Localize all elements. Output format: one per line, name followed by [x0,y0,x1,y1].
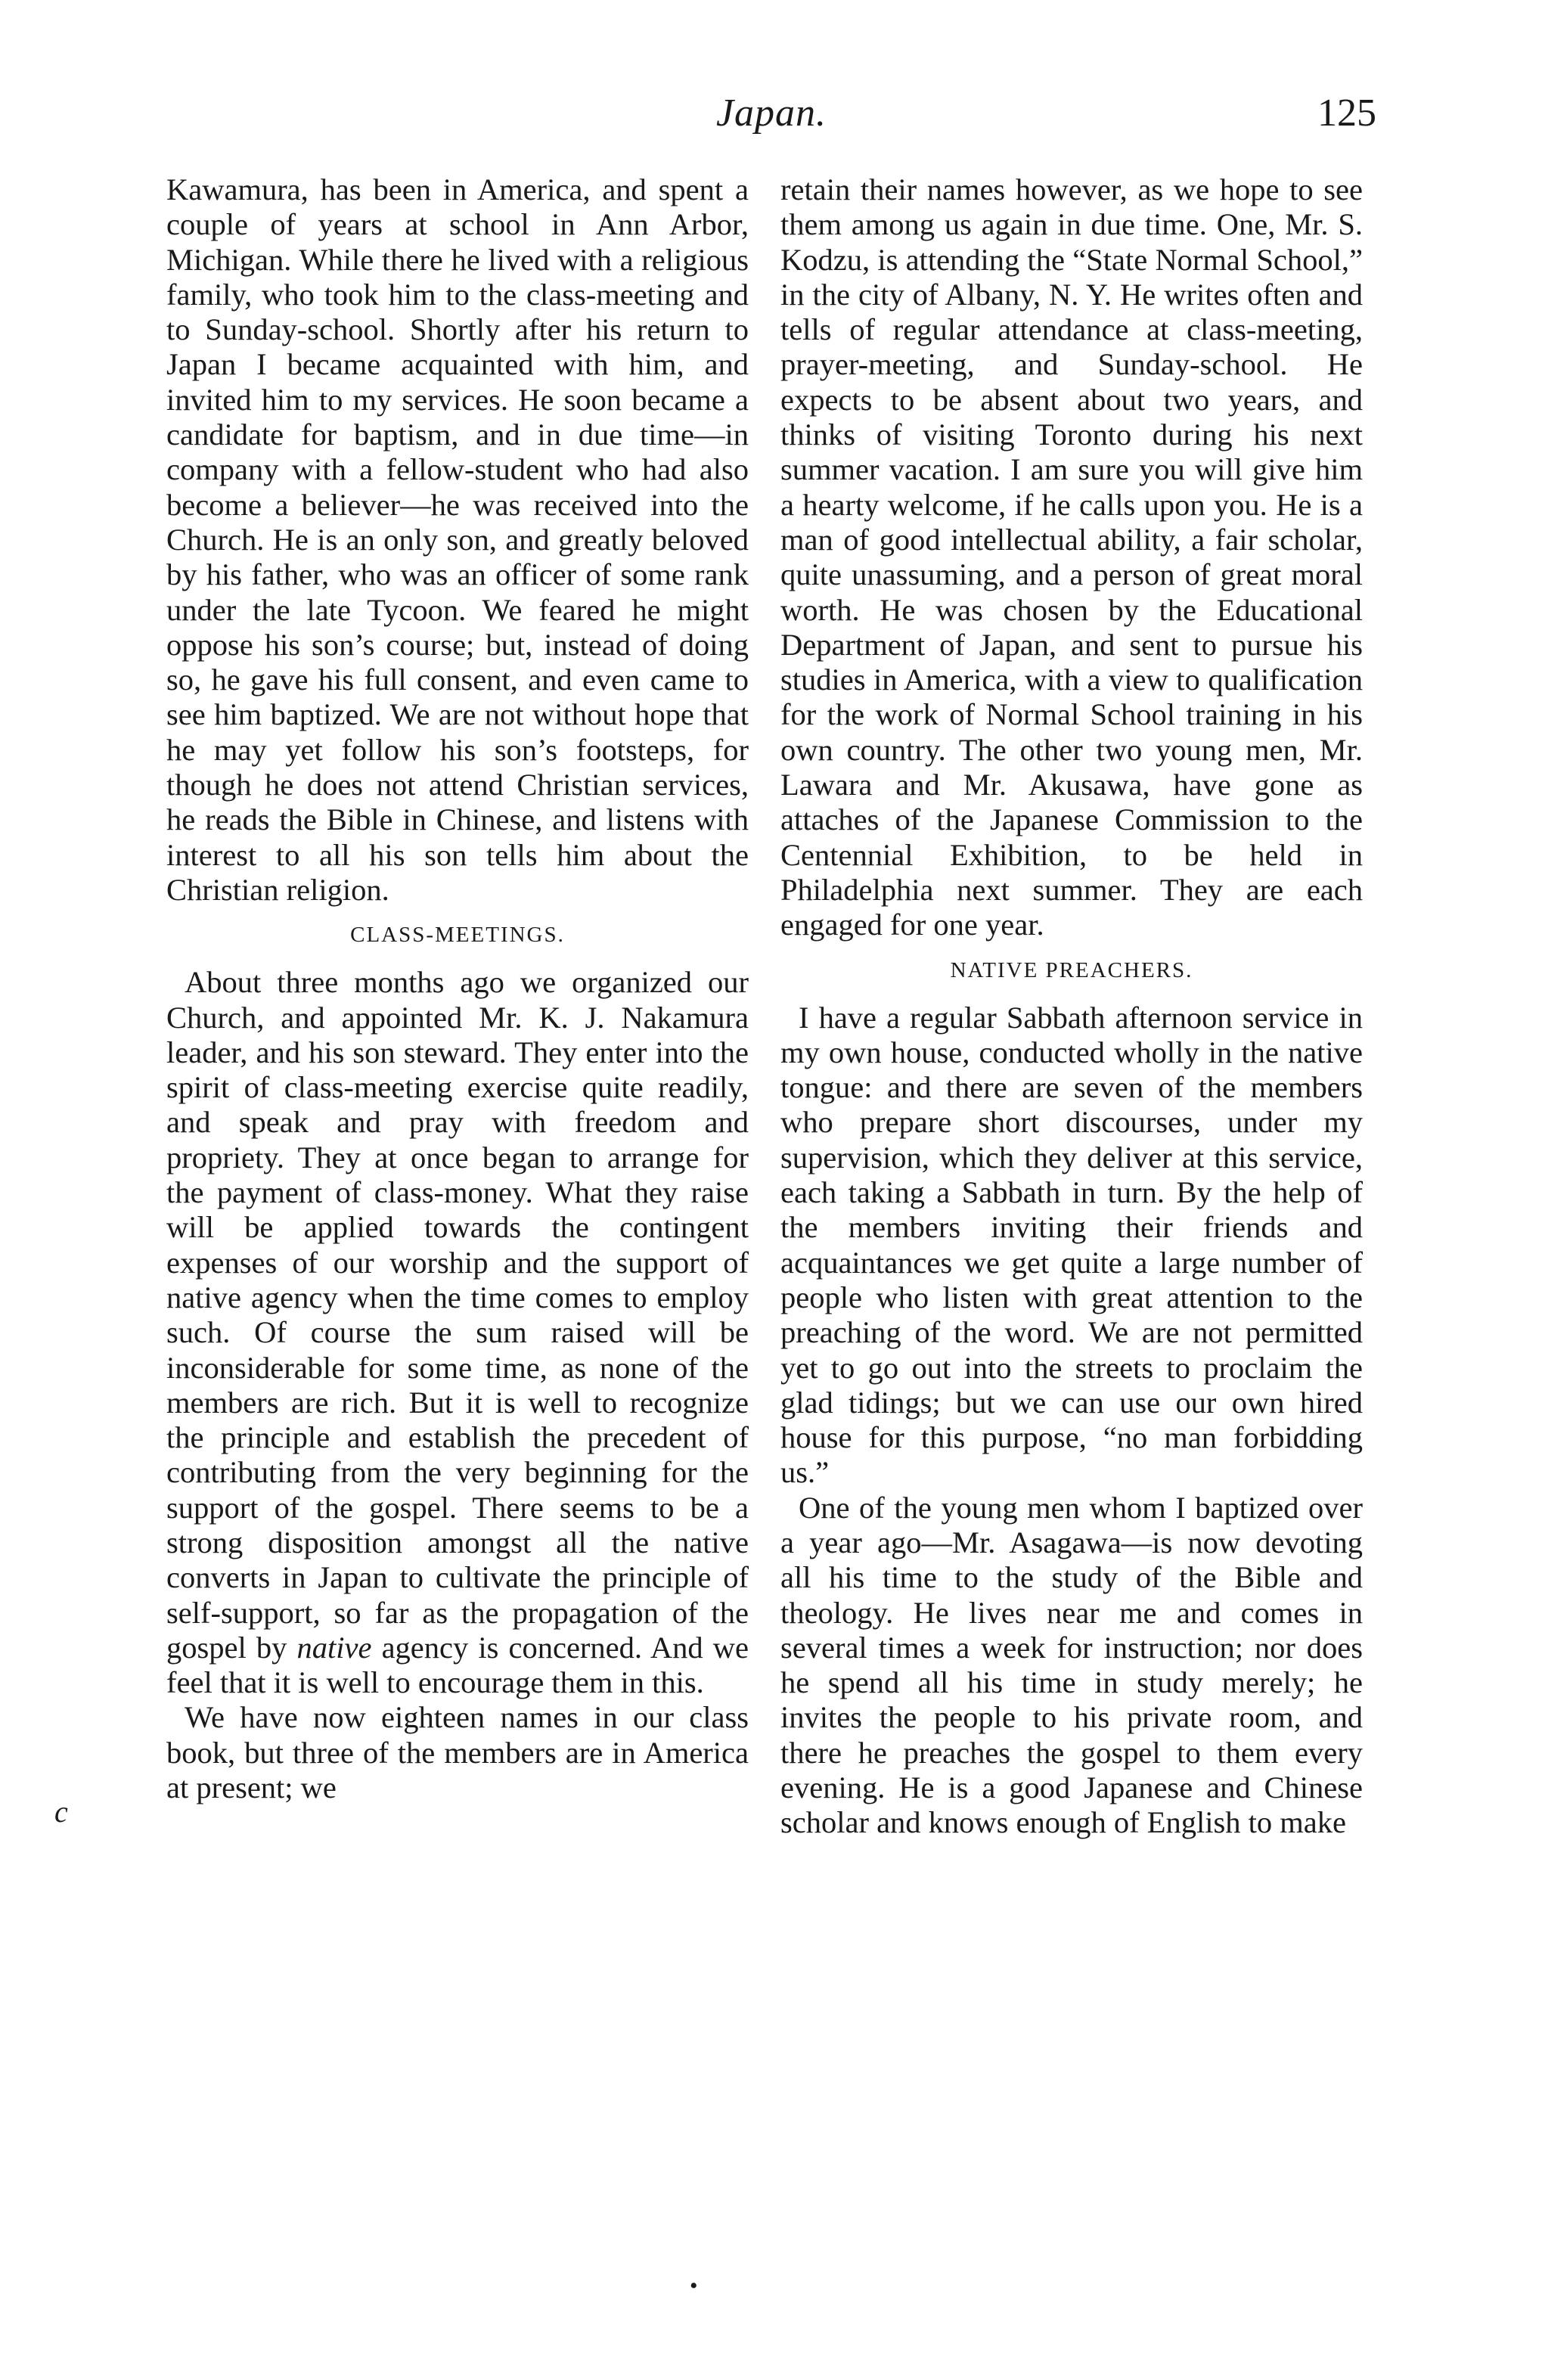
left-paragraph-2-part-2: agency is concerned. And we feel that it is well to encourage them in this. [166,1630,749,1700]
right-paragraph-2: I have a regular Sabbath afternoon service in my own house, conducted wholly in the native tongue: and there are seven of the members who prepare short discourses, under my supervision, which they deliver at this service, each taking a Sabbath in turn. By the help of the members inviting their friends and acquaintances we get quite a large number of people who listen with great attention to the preaching of the word. We are not permitted yet to go out into the streets to proclaim the glad tidings; but we can use our own hired house for this purpose, “no man forbidding us.” [780,1000,1363,1490]
right-column [780,172,1363,1841]
left-paragraph-1: Kawamura, has been in America, and spent a couple of years at school in Ann Arbor, Michigan. While there he lived with a religious family, who took him to the class-meeting and to Sunday-school. Shortly after his return to Japan I became acquainted with him, and invited him to my services. He soon became a candidate for baptism, and in due time—in company with a fellow-student who had also become a believer—he was received into the Church. He is an only son, and greatly beloved by his father, who was an officer of some rank under the late Tycoon. We feared he might oppose his son’s course; but, instead of doing so, he gave his full consent, and even came to see him baptized. We are not without hope that he may yet follow his son’s footsteps, for though he does not attend Christian services, he reads the Bible in Chinese, and listens with interest to all his son tells him about the Christian religion. [166,172,749,907]
right-paragraph-3: One of the young men whom I baptized over a year ago—Mr. Asagawa—is now devoting all his time to the study of the Bible and theology. He lives near me and comes in several times a week for instruction; nor does he spend all his time in study merely; he invites the people to his private room, and there he preaches the gospel to them every evening. He is a good Japanese and Chinese scholar and knows enough of English to make [780,1490,1363,1840]
running-title: Japan. [715,92,827,135]
page-number: 125 [1317,92,1376,135]
left-paragraph-2 [166,965,749,1700]
right-paragraph-1: retain their names however, as we hope to see them among us again in due time. One, Mr. S. Kodzu, is attending the “State Normal School,” in the city of Albany, N. Y. He writes often and tells of regular attendance at class-meeting, prayer-meeting, and Sunday-school. He expects to be absent about two years, and thinks of visiting Toronto during his next summer vacation. I am sure you will give him a hearty welcome, if he calls upon you. He is a man of good intellectual ability, a fair scholar, quite unassuming, and a person of great moral worth. He was chosen by the Educational Department of Japan, and sent to pursue his studies in America, with a view to qualification for the work of Normal School training in his own country. The other two young men, Mr. Lawara and Mr. Akusawa, have gone as attaches of the Japanese Commission to the Centennial Exhibition, to be held in Philadelphia next summer. They are each engaged for one year. [780,172,1363,942]
running-head [0,91,1542,151]
left-column [166,172,749,1805]
left-paragraph-2-italic: native [296,1630,372,1665]
left-paragraph-2-part-1: About three months ago we organized our Church, and appointed Mr. K. J. Nakamura leader, and his son steward. They enter into the spirit of class-meeting exercise quite readily, and speak and pray with freedom and propriety. They at once began to arrange for the payment of class-money. What they raise will be applied towards the contingent expenses of our worship and the support of native agency when the time comes to employ such. Of course the sum raised will be inconsiderable for some time, as none of the members are rich. But it is well to recognize the principle and establish the precedent of contributing from the very beginning for the support of the gospel. There seems to be a strong disposition amongst all the native converts in Japan to cultivate the principle of self-support, so far as the propagation of the gospel by [166,965,749,1665]
heading-class-meetings: CLASS-MEETINGS. [350,923,565,948]
margin-mark: c [54,1795,68,1829]
heading-native-preachers: NATIVE PREACHERS. [950,957,1193,982]
bottom-mark: • [690,2273,698,2298]
left-paragraph-3: We have now eighteen names in our class book, but three of the members are in America at present; we [166,1700,749,1805]
